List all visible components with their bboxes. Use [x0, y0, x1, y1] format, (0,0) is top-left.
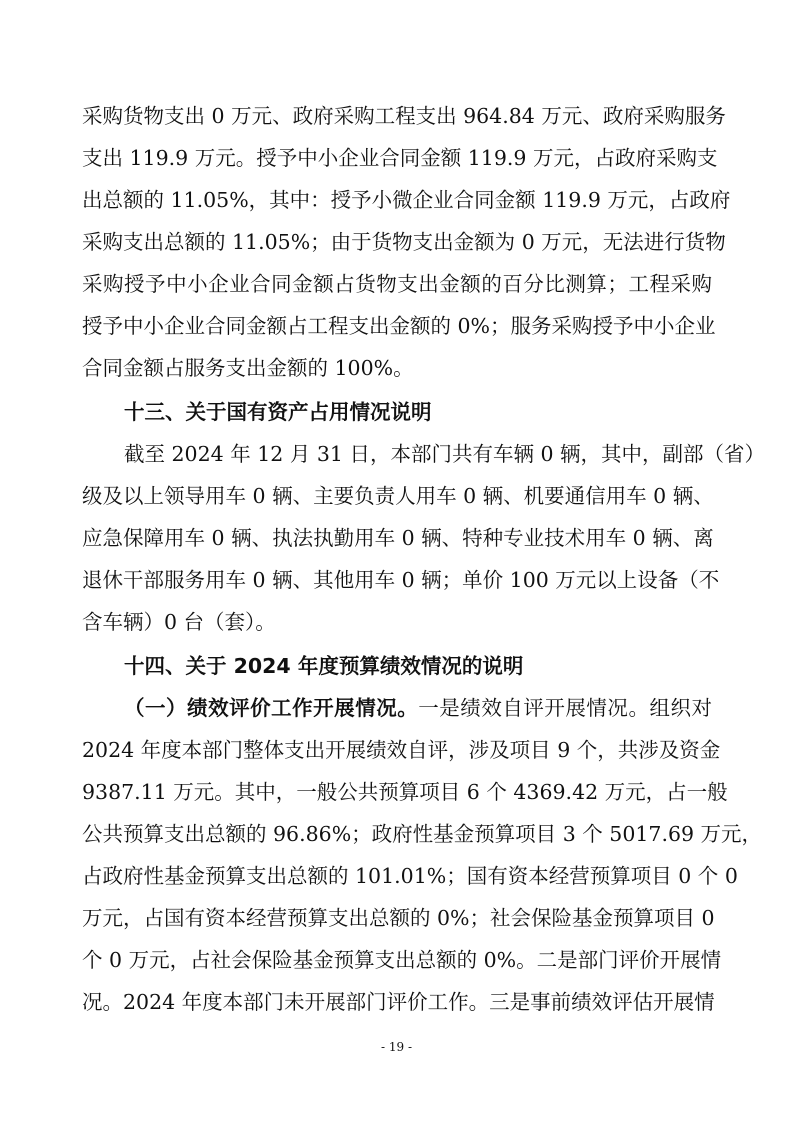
- body-text-line: 应急保障用车 0 辆、执法执勤用车 0 辆、特种专业技术用车 0 辆、离: [82, 526, 714, 550]
- body-text-line: 截至 2024 年 12 月 31 日，本部门共有车辆 0 辆，其中，副部（省）: [124, 442, 766, 466]
- body-text-line: 万元，占国有资本经营预算支出总额的 0%；社会保险基金预算项目 0: [82, 906, 715, 930]
- body-text-span: 一是绩效自评开展情况。组织对: [418, 696, 713, 720]
- body-text-line: 退休干部服务用车 0 辆、其他用车 0 辆；单价 100 万元以上设备（不: [82, 568, 720, 592]
- body-text-line: 个 0 万元，占社会保险基金预算支出总额的 0%。二是部门评价开展情: [82, 948, 722, 972]
- body-text-line: 授予中小企业合同金额占工程支出金额的 0%；服务采购授予中小企业: [82, 314, 716, 338]
- body-text-line-with-subheading: [124, 688, 712, 728]
- body-text-line: 级及以上领导用车 0 辆、主要负责人用车 0 辆、机要通信用车 0 辆、: [82, 484, 714, 508]
- body-text-line: 占政府性基金预算支出总额的 101.01%；国有资本经营预算项目 0 个 0: [82, 864, 738, 888]
- body-text-line: 含车辆）0 台（套）。: [82, 610, 276, 634]
- body-text-line: 9387.11 万元。其中，一般公共预算项目 6 个 4369.42 万元，占一般: [82, 780, 728, 804]
- body-text-line: 公共预算支出总额的 96.86%；政府性基金预算项目 3 个 5017.69 万元，: [82, 822, 763, 846]
- body-text-line: 出总额的 11.05%，其中：授予小微企业合同金额 119.9 万元，占政府: [82, 188, 731, 212]
- section-heading-14: 十四、关于 2024 年度预算绩效情况的说明: [124, 654, 524, 678]
- body-text-line: 采购授予中小企业合同金额占货物支出金额的百分比测算；工程采购: [82, 272, 712, 296]
- section-heading-13: 十三、关于国有资产占用情况说明: [124, 400, 432, 424]
- body-text-line: 况。2024 年度本部门未开展部门评价工作。三是事前绩效评估开展情: [82, 990, 715, 1014]
- subheading-performance-evaluation: （一）绩效评价工作开展情况。: [124, 696, 419, 720]
- body-text-line: 支出 119.9 万元。授予中小企业合同金额 119.9 万元，占政府采购支: [82, 146, 718, 170]
- body-text-line: 2024 年度本部门整体支出开展绩效自评，涉及项目 9 个，共涉及资金: [82, 738, 721, 762]
- body-text-line: 合同金额占服务支出金额的 100%。: [82, 356, 414, 380]
- body-text-line: 采购货物支出 0 万元、政府采购工程支出 964.84 万元、政府采购服务: [82, 104, 726, 128]
- page-number: - 19 -: [380, 1040, 412, 1054]
- body-text-line: 采购支出总额的 11.05%；由于货物支出金额为 0 万元，无法进行货物: [82, 230, 726, 254]
